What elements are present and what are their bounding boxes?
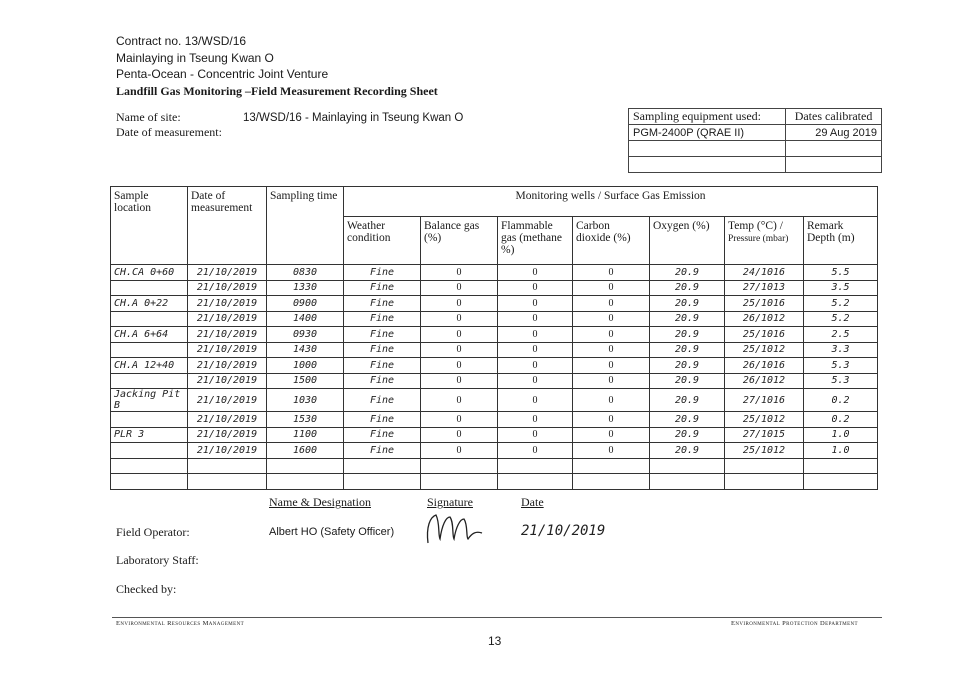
col-header-oxygen: Oxygen (%) xyxy=(650,217,725,265)
cell-temp-pressure: 27/1015 xyxy=(725,427,804,443)
cell-remark: 5.2 xyxy=(804,296,878,312)
cell-empty xyxy=(421,474,498,490)
cell-oxygen: 20.9 xyxy=(650,358,725,374)
cell-oxygen: 20.9 xyxy=(650,389,725,412)
col-group-header: Monitoring wells / Surface Gas Emission xyxy=(344,187,878,217)
cell-date: 21/10/2019 xyxy=(188,443,267,459)
cell-flammable: 0 xyxy=(498,327,573,343)
col-header-location: Sample location xyxy=(111,187,188,265)
cell-time: 1500 xyxy=(267,373,344,389)
cell-remark: 5.3 xyxy=(804,373,878,389)
cell-date: 21/10/2019 xyxy=(188,427,267,443)
cell-balance: 0 xyxy=(421,311,498,327)
cell-date: 21/10/2019 xyxy=(188,389,267,412)
page-number: 13 xyxy=(488,634,502,648)
laboratory-staff-label: Laboratory Staff: xyxy=(116,553,199,567)
cell-empty xyxy=(344,458,421,474)
cell-flammable: 0 xyxy=(498,342,573,358)
cell-weather: Fine xyxy=(344,280,421,296)
cell-date: 21/10/2019 xyxy=(188,327,267,343)
cell-oxygen: 20.9 xyxy=(650,412,725,428)
table-row xyxy=(111,443,878,459)
cell-location: PLR 3 xyxy=(111,427,188,443)
cell-weather: Fine xyxy=(344,311,421,327)
contract-number: Contract no. 13/WSD/16 xyxy=(116,34,247,48)
table-row-empty xyxy=(111,458,878,474)
cell-balance: 0 xyxy=(421,342,498,358)
table-row xyxy=(111,311,878,327)
table-row xyxy=(111,342,878,358)
cell-temp-pressure: 25/1012 xyxy=(725,412,804,428)
footer-right: Environmental Protection Department xyxy=(731,620,858,627)
cell-empty xyxy=(573,458,650,474)
table-row-empty xyxy=(111,474,878,490)
measurement-table xyxy=(110,186,878,490)
table-row xyxy=(111,265,878,281)
cell-temp-pressure: 27/1016 xyxy=(725,389,804,412)
cell-remark: 2.5 xyxy=(804,327,878,343)
cell-oxygen: 20.9 xyxy=(650,342,725,358)
cell-date: 21/10/2019 xyxy=(188,280,267,296)
cell-empty xyxy=(804,474,878,490)
equipment-value: PGM-2400P (QRAE II) xyxy=(629,125,786,141)
cell-weather: Fine xyxy=(344,373,421,389)
cell-balance: 0 xyxy=(421,443,498,459)
temp-label: Temp (°C) / xyxy=(728,220,783,232)
equipment-table xyxy=(628,108,882,173)
cell-weather: Fine xyxy=(344,296,421,312)
cell-empty xyxy=(188,474,267,490)
cell-co2: 0 xyxy=(573,358,650,374)
cell-location xyxy=(111,311,188,327)
cell-empty xyxy=(498,474,573,490)
cell-flammable: 0 xyxy=(498,280,573,296)
cell-remark: 1.0 xyxy=(804,427,878,443)
cell-balance: 0 xyxy=(421,427,498,443)
cell-oxygen: 20.9 xyxy=(650,296,725,312)
cell-weather: Fine xyxy=(344,327,421,343)
cell-time: 1030 xyxy=(267,389,344,412)
col-header-date: Date of measurement xyxy=(188,187,267,265)
date-of-measurement-label: Date of measurement: xyxy=(116,125,222,139)
cell-flammable: 0 xyxy=(498,389,573,412)
operator-date: 21/10/2019 xyxy=(521,523,606,539)
cell-empty xyxy=(725,474,804,490)
cell-co2: 0 xyxy=(573,373,650,389)
cell-location: CH.A 0+22 xyxy=(111,296,188,312)
cell-empty xyxy=(344,474,421,490)
cell-empty xyxy=(267,474,344,490)
contractor-name: Penta-Ocean - Concentric Joint Venture xyxy=(116,67,329,81)
cell-balance: 0 xyxy=(421,296,498,312)
cell-co2: 0 xyxy=(573,327,650,343)
table-row xyxy=(111,358,878,374)
col-header-co2: Carbon dioxide (%) xyxy=(573,217,650,265)
project-name: Mainlaying in Tseung Kwan O xyxy=(116,50,274,65)
equipment-header: Sampling equipment used: xyxy=(629,109,786,125)
cell-oxygen: 20.9 xyxy=(650,311,725,327)
cell-weather: Fine xyxy=(344,358,421,374)
cell-flammable: 0 xyxy=(498,358,573,374)
checked-by-label: Checked by: xyxy=(116,582,177,596)
cell-co2: 0 xyxy=(573,427,650,443)
cell-remark: 5.3 xyxy=(804,358,878,374)
table-row xyxy=(111,427,878,443)
cell-location: CH.A 6+64 xyxy=(111,327,188,343)
cell-weather: Fine xyxy=(344,342,421,358)
footer-left: Environmental Resources Management xyxy=(116,620,245,627)
cell-co2: 0 xyxy=(573,389,650,412)
cell-date: 21/10/2019 xyxy=(188,342,267,358)
cell-location xyxy=(111,412,188,428)
cell-balance: 0 xyxy=(421,327,498,343)
cell-location: CH.CA 0+60 xyxy=(111,265,188,281)
cell-balance: 0 xyxy=(421,412,498,428)
cell-co2: 0 xyxy=(573,311,650,327)
cell-balance: 0 xyxy=(421,389,498,412)
cell-weather: Fine xyxy=(344,412,421,428)
cell-time: 0830 xyxy=(267,265,344,281)
calibrated-header: Dates calibrated xyxy=(786,109,882,125)
cell-time: 1000 xyxy=(267,358,344,374)
col-header-remark: Remark Depth (m) xyxy=(804,217,878,265)
cell-flammable: 0 xyxy=(498,427,573,443)
site-info xyxy=(116,110,463,139)
cell-date: 21/10/2019 xyxy=(188,373,267,389)
equipment-empty-cell xyxy=(629,157,786,173)
site-name-label: Name of site: xyxy=(116,110,181,124)
cell-co2: 0 xyxy=(573,342,650,358)
cell-temp-pressure: 26/1012 xyxy=(725,311,804,327)
calibrated-value: 29 Aug 2019 xyxy=(786,125,882,141)
cell-remark: 1.0 xyxy=(804,443,878,459)
footer-divider xyxy=(112,617,882,618)
cell-temp-pressure: 27/1013 xyxy=(725,280,804,296)
col-header-balance: Balance gas (%) xyxy=(421,217,498,265)
site-name-value: 13/WSD/16 - Mainlaying in Tseung Kwan O xyxy=(243,112,464,124)
cell-weather: Fine xyxy=(344,389,421,412)
cell-empty xyxy=(725,458,804,474)
cell-date: 21/10/2019 xyxy=(188,265,267,281)
pressure-label: Pressure (mbar) xyxy=(728,234,789,244)
cell-empty xyxy=(650,474,725,490)
cell-empty xyxy=(650,458,725,474)
cell-empty xyxy=(267,458,344,474)
cell-flammable: 0 xyxy=(498,412,573,428)
cell-location: Jacking Pit B xyxy=(111,389,188,412)
cell-empty xyxy=(498,458,573,474)
cell-weather: Fine xyxy=(344,265,421,281)
cell-oxygen: 20.9 xyxy=(650,427,725,443)
cell-temp-pressure: 25/1012 xyxy=(725,342,804,358)
cell-time: 1430 xyxy=(267,342,344,358)
cell-co2: 0 xyxy=(573,412,650,428)
col-header-time: Sampling time xyxy=(267,187,344,265)
cell-time: 1330 xyxy=(267,280,344,296)
cell-location xyxy=(111,443,188,459)
cell-temp-pressure: 25/1016 xyxy=(725,296,804,312)
cell-oxygen: 20.9 xyxy=(650,280,725,296)
cell-weather: Fine xyxy=(344,443,421,459)
cell-empty xyxy=(111,474,188,490)
cell-flammable: 0 xyxy=(498,443,573,459)
table-row xyxy=(111,280,878,296)
cell-oxygen: 20.9 xyxy=(650,443,725,459)
cell-empty xyxy=(573,474,650,490)
cell-co2: 0 xyxy=(573,443,650,459)
handwritten-signature xyxy=(422,507,496,547)
cell-location xyxy=(111,373,188,389)
cell-temp-pressure: 26/1016 xyxy=(725,358,804,374)
cell-co2: 0 xyxy=(573,296,650,312)
cell-remark: 3.5 xyxy=(804,280,878,296)
cell-time: 1600 xyxy=(267,443,344,459)
date-header: Date xyxy=(521,495,544,509)
equipment-empty-cell xyxy=(629,141,786,157)
cell-remark: 5.2 xyxy=(804,311,878,327)
cell-location xyxy=(111,280,188,296)
cell-time: 1400 xyxy=(267,311,344,327)
cell-empty xyxy=(421,458,498,474)
cell-flammable: 0 xyxy=(498,311,573,327)
cell-co2: 0 xyxy=(573,280,650,296)
sheet-title: Landfill Gas Monitoring –Field Measurement Recording Sheet xyxy=(116,83,438,98)
cell-balance: 0 xyxy=(421,280,498,296)
equipment-empty-cell xyxy=(786,141,882,157)
col-header-temp-pressure xyxy=(725,217,804,265)
table-row xyxy=(111,327,878,343)
table-row xyxy=(111,412,878,428)
cell-remark: 0.2 xyxy=(804,412,878,428)
cell-time: 1530 xyxy=(267,412,344,428)
table-row xyxy=(111,373,878,389)
cell-oxygen: 20.9 xyxy=(650,265,725,281)
cell-oxygen: 20.9 xyxy=(650,373,725,389)
cell-remark: 0.2 xyxy=(804,389,878,412)
field-operator-label: Field Operator: xyxy=(116,525,190,539)
cell-empty xyxy=(111,458,188,474)
cell-oxygen: 20.9 xyxy=(650,327,725,343)
col-header-weather: Weather condition xyxy=(344,217,421,265)
cell-temp-pressure: 26/1012 xyxy=(725,373,804,389)
cell-location xyxy=(111,342,188,358)
signature-header: Signature xyxy=(427,495,473,509)
cell-temp-pressure: 24/1016 xyxy=(725,265,804,281)
cell-remark: 3.3 xyxy=(804,342,878,358)
cell-empty xyxy=(804,458,878,474)
cell-time: 1100 xyxy=(267,427,344,443)
cell-time: 0930 xyxy=(267,327,344,343)
cell-remark: 5.5 xyxy=(804,265,878,281)
cell-co2: 0 xyxy=(573,265,650,281)
cell-weather: Fine xyxy=(344,427,421,443)
table-row xyxy=(111,389,878,412)
cell-location: CH.A 12+40 xyxy=(111,358,188,374)
cell-date: 21/10/2019 xyxy=(188,311,267,327)
cell-date: 21/10/2019 xyxy=(188,358,267,374)
name-designation-header: Name & Designation xyxy=(269,495,371,509)
cell-flammable: 0 xyxy=(498,296,573,312)
cell-flammable: 0 xyxy=(498,373,573,389)
cell-balance: 0 xyxy=(421,265,498,281)
cell-balance: 0 xyxy=(421,358,498,374)
col-header-flammable: Flammable gas (methane %) xyxy=(498,217,573,265)
cell-temp-pressure: 25/1012 xyxy=(725,443,804,459)
cell-time: 0900 xyxy=(267,296,344,312)
document-header xyxy=(116,33,438,99)
cell-empty xyxy=(188,458,267,474)
table-row xyxy=(111,296,878,312)
cell-flammable: 0 xyxy=(498,265,573,281)
cell-temp-pressure: 25/1016 xyxy=(725,327,804,343)
equipment-empty-cell xyxy=(786,157,882,173)
cell-date: 21/10/2019 xyxy=(188,296,267,312)
cell-date: 21/10/2019 xyxy=(188,412,267,428)
operator-name: Albert HO (Safety Officer) xyxy=(269,526,395,538)
cell-balance: 0 xyxy=(421,373,498,389)
